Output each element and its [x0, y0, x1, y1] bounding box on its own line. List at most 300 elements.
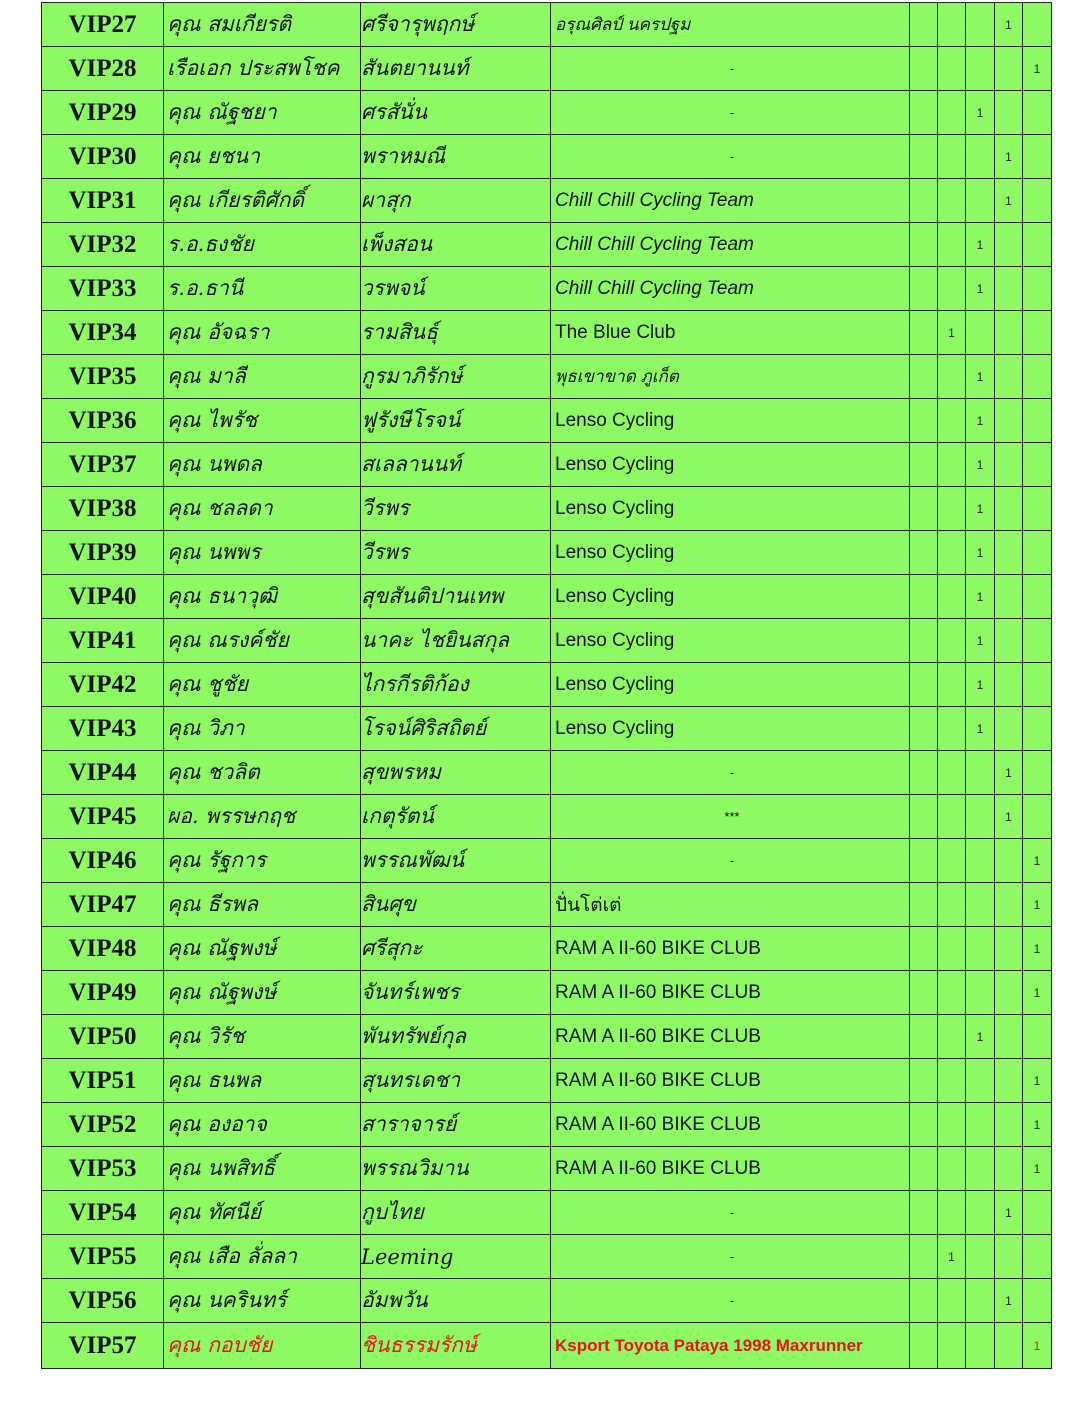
- mark-cell-5: [1023, 399, 1052, 443]
- mark-cell-5: 1: [1023, 1323, 1052, 1369]
- mark-cell-1: [910, 751, 938, 795]
- mark-cell-5: [1023, 487, 1052, 531]
- first-name-cell: คุณ วิรัช: [164, 1015, 361, 1059]
- vip-id-cell: VIP38: [42, 487, 164, 531]
- mark-cell-2: [938, 1103, 966, 1147]
- first-name-cell: คุณ ทัศนีย์: [164, 1191, 361, 1235]
- mark-cell-3: [966, 179, 995, 223]
- mark-cell-5: 1: [1023, 883, 1052, 927]
- mark-cell-3: [966, 751, 995, 795]
- vip-id-cell: VIP50: [42, 1015, 164, 1059]
- mark-cell-4: [995, 399, 1023, 443]
- surname-cell: พันทรัพย์กุล: [361, 1015, 551, 1059]
- mark-cell-3: 1: [966, 223, 995, 267]
- table-row: [42, 3, 1052, 47]
- mark-cell-3: [966, 971, 995, 1015]
- mark-cell-3: 1: [966, 91, 995, 135]
- mark-cell-1: [910, 531, 938, 575]
- surname-cell: จันทร์เพชร: [361, 971, 551, 1015]
- club-cell: RAM A II-60 BIKE CLUB: [551, 1147, 910, 1191]
- mark-cell-1: [910, 575, 938, 619]
- mark-cell-5: [1023, 707, 1052, 751]
- mark-cell-5: 1: [1023, 1147, 1052, 1191]
- first-name-cell: คุณ นพสิทธิ์: [164, 1147, 361, 1191]
- mark-cell-4: [995, 663, 1023, 707]
- mark-cell-2: [938, 575, 966, 619]
- mark-cell-4: [995, 707, 1023, 751]
- mark-cell-2: [938, 839, 966, 883]
- mark-cell-4: [995, 443, 1023, 487]
- first-name-cell: คุณ องอาจ: [164, 1103, 361, 1147]
- mark-cell-3: [966, 3, 995, 47]
- mark-cell-4: [995, 223, 1023, 267]
- club-cell: Lenso Cycling: [551, 399, 910, 443]
- mark-cell-2: [938, 223, 966, 267]
- table-row: [42, 135, 1052, 179]
- mark-cell-1: [910, 487, 938, 531]
- vip-id-cell: VIP33: [42, 267, 164, 311]
- mark-cell-4: [995, 355, 1023, 399]
- surname-cell: พราหมณี: [361, 135, 551, 179]
- mark-cell-4: [995, 47, 1023, 91]
- vip-id-cell: VIP57: [42, 1323, 164, 1369]
- mark-cell-2: [938, 487, 966, 531]
- mark-cell-1: [910, 1191, 938, 1235]
- table-row: [42, 663, 1052, 707]
- surname-cell: วรพจน์: [361, 267, 551, 311]
- vip-id-cell: VIP34: [42, 311, 164, 355]
- mark-cell-3: [966, 1191, 995, 1235]
- vip-id-cell: VIP35: [42, 355, 164, 399]
- vip-id-cell: VIP27: [42, 3, 164, 47]
- table-row: [42, 443, 1052, 487]
- vip-id-cell: VIP42: [42, 663, 164, 707]
- first-name-cell: คุณ สมเกียรติ: [164, 3, 361, 47]
- club-cell: -: [551, 1235, 910, 1279]
- mark-cell-1: [910, 971, 938, 1015]
- vip-id-cell: VIP46: [42, 839, 164, 883]
- table-row: [42, 487, 1052, 531]
- club-cell: Lenso Cycling: [551, 443, 910, 487]
- table-row: [42, 179, 1052, 223]
- table-row: [42, 575, 1052, 619]
- club-cell: -: [551, 751, 910, 795]
- mark-cell-1: [910, 47, 938, 91]
- mark-cell-2: [938, 531, 966, 575]
- mark-cell-5: [1023, 619, 1052, 663]
- surname-cell: อัมพวัน: [361, 1279, 551, 1323]
- mark-cell-4: [995, 619, 1023, 663]
- table-row: [42, 223, 1052, 267]
- table-body: [42, 3, 1052, 1369]
- first-name-cell: ร.อ.ธงชัย: [164, 223, 361, 267]
- club-cell: อรุณศิลป์ นครปฐม: [551, 3, 910, 47]
- club-cell: RAM A II-60 BIKE CLUB: [551, 927, 910, 971]
- mark-cell-3: [966, 883, 995, 927]
- mark-cell-5: [1023, 751, 1052, 795]
- vip-id-cell: VIP28: [42, 47, 164, 91]
- vip-id-cell: VIP41: [42, 619, 164, 663]
- surname-cell: สาราจารย์: [361, 1103, 551, 1147]
- mark-cell-2: [938, 971, 966, 1015]
- table-row: [42, 971, 1052, 1015]
- surname-cell: ผาสุก: [361, 179, 551, 223]
- mark-cell-2: [938, 927, 966, 971]
- mark-cell-4: [995, 1147, 1023, 1191]
- table-row: [42, 399, 1052, 443]
- mark-cell-4: 1: [995, 795, 1023, 839]
- mark-cell-4: [995, 971, 1023, 1015]
- table-row: [42, 311, 1052, 355]
- table-row: [42, 883, 1052, 927]
- mark-cell-5: 1: [1023, 1103, 1052, 1147]
- first-name-cell: คุณ มาลี: [164, 355, 361, 399]
- mark-cell-4: 1: [995, 1279, 1023, 1323]
- mark-cell-5: [1023, 3, 1052, 47]
- surname-cell: ไกรกีรติก้อง: [361, 663, 551, 707]
- table-row: [42, 707, 1052, 751]
- first-name-cell: ผอ. พรรษกฤช: [164, 795, 361, 839]
- mark-cell-2: [938, 399, 966, 443]
- mark-cell-1: [910, 399, 938, 443]
- surname-cell: ศรีสุกะ: [361, 927, 551, 971]
- mark-cell-5: [1023, 795, 1052, 839]
- mark-cell-1: [910, 1235, 938, 1279]
- club-cell: -: [551, 1279, 910, 1323]
- mark-cell-1: [910, 619, 938, 663]
- mark-cell-1: [910, 267, 938, 311]
- mark-cell-5: [1023, 1279, 1052, 1323]
- club-cell: Ksport Toyota Pataya 1998 Maxrunner: [551, 1323, 910, 1369]
- surname-cell: กูบไทย: [361, 1191, 551, 1235]
- mark-cell-3: [966, 1279, 995, 1323]
- club-cell: -: [551, 135, 910, 179]
- table-row: [42, 1103, 1052, 1147]
- surname-cell: เพ็งสอน: [361, 223, 551, 267]
- club-cell: Chill Chill Cycling Team: [551, 223, 910, 267]
- mark-cell-3: 1: [966, 663, 995, 707]
- mark-cell-5: 1: [1023, 971, 1052, 1015]
- mark-cell-2: [938, 619, 966, 663]
- vip-id-cell: VIP49: [42, 971, 164, 1015]
- mark-cell-1: [910, 223, 938, 267]
- mark-cell-5: [1023, 355, 1052, 399]
- table-row: [42, 795, 1052, 839]
- mark-cell-4: [995, 575, 1023, 619]
- mark-cell-3: 1: [966, 531, 995, 575]
- first-name-cell: คุณ กอบชัย: [164, 1323, 361, 1369]
- mark-cell-2: [938, 795, 966, 839]
- mark-cell-2: 1: [938, 1235, 966, 1279]
- mark-cell-3: [966, 1103, 995, 1147]
- first-name-cell: คุณ รัฐการ: [164, 839, 361, 883]
- club-cell: Chill Chill Cycling Team: [551, 179, 910, 223]
- mark-cell-3: 1: [966, 707, 995, 751]
- mark-cell-3: [966, 839, 995, 883]
- table-row: [42, 619, 1052, 663]
- mark-cell-2: [938, 47, 966, 91]
- first-name-cell: คุณ ณัฐพงษ์: [164, 971, 361, 1015]
- mark-cell-3: 1: [966, 267, 995, 311]
- surname-cell: พรรณวิมาน: [361, 1147, 551, 1191]
- first-name-cell: คุณ ชูชัย: [164, 663, 361, 707]
- first-name-cell: คุณ นครินทร์: [164, 1279, 361, 1323]
- mark-cell-4: [995, 839, 1023, 883]
- surname-cell: ฟูรังษีโรจน์: [361, 399, 551, 443]
- table-row: [42, 267, 1052, 311]
- mark-cell-2: [938, 1147, 966, 1191]
- mark-cell-2: 1: [938, 311, 966, 355]
- mark-cell-3: [966, 1147, 995, 1191]
- mark-cell-3: 1: [966, 355, 995, 399]
- first-name-cell: คุณ เกียรติศักดิ์: [164, 179, 361, 223]
- club-cell: RAM A II-60 BIKE CLUB: [551, 1015, 910, 1059]
- mark-cell-5: [1023, 1235, 1052, 1279]
- first-name-cell: คุณ วิภา: [164, 707, 361, 751]
- table-row: [42, 1147, 1052, 1191]
- mark-cell-2: [938, 135, 966, 179]
- mark-cell-2: [938, 179, 966, 223]
- mark-cell-2: [938, 1323, 966, 1369]
- club-cell: RAM A II-60 BIKE CLUB: [551, 1059, 910, 1103]
- club-cell: ปั่นโต่เต่: [551, 883, 910, 927]
- mark-cell-4: [995, 1323, 1023, 1369]
- table-row: [42, 355, 1052, 399]
- vip-id-cell: VIP40: [42, 575, 164, 619]
- mark-cell-4: 1: [995, 179, 1023, 223]
- mark-cell-4: [995, 267, 1023, 311]
- vip-id-cell: VIP39: [42, 531, 164, 575]
- mark-cell-1: [910, 1059, 938, 1103]
- mark-cell-3: [966, 795, 995, 839]
- club-cell: พุธเขาขาด ภูเก็ต: [551, 355, 910, 399]
- surname-cell: สุนทรเดชา: [361, 1059, 551, 1103]
- surname-cell: สุขพรหม: [361, 751, 551, 795]
- mark-cell-1: [910, 883, 938, 927]
- mark-cell-5: 1: [1023, 927, 1052, 971]
- first-name-cell: คุณ ธนพล: [164, 1059, 361, 1103]
- club-cell: Lenso Cycling: [551, 619, 910, 663]
- surname-cell: นาคะ ไชยินสกุล: [361, 619, 551, 663]
- mark-cell-2: [938, 707, 966, 751]
- mark-cell-3: 1: [966, 487, 995, 531]
- surname-cell: วีรพร: [361, 487, 551, 531]
- mark-cell-3: [966, 1235, 995, 1279]
- mark-cell-1: [910, 1103, 938, 1147]
- mark-cell-4: [995, 883, 1023, 927]
- surname-cell: Leeming: [361, 1235, 551, 1279]
- vip-id-cell: VIP43: [42, 707, 164, 751]
- mark-cell-5: [1023, 135, 1052, 179]
- mark-cell-5: 1: [1023, 1059, 1052, 1103]
- mark-cell-4: [995, 1103, 1023, 1147]
- club-cell: Lenso Cycling: [551, 531, 910, 575]
- table-row: [42, 1015, 1052, 1059]
- table-row: [42, 1279, 1052, 1323]
- vip-id-cell: VIP51: [42, 1059, 164, 1103]
- mark-cell-4: [995, 91, 1023, 135]
- mark-cell-5: [1023, 267, 1052, 311]
- mark-cell-5: [1023, 575, 1052, 619]
- club-cell: -: [551, 1191, 910, 1235]
- first-name-cell: คุณ ยชนา: [164, 135, 361, 179]
- club-cell: Lenso Cycling: [551, 487, 910, 531]
- mark-cell-1: [910, 135, 938, 179]
- mark-cell-3: [966, 1323, 995, 1369]
- mark-cell-5: [1023, 663, 1052, 707]
- club-cell: -: [551, 839, 910, 883]
- mark-cell-5: [1023, 91, 1052, 135]
- table-row: [42, 927, 1052, 971]
- vip-registration-table: [41, 2, 1052, 1369]
- vip-id-cell: VIP37: [42, 443, 164, 487]
- mark-cell-2: [938, 751, 966, 795]
- surname-cell: ชินธรรมรักษ์: [361, 1323, 551, 1369]
- mark-cell-1: [910, 179, 938, 223]
- table-row: [42, 1235, 1052, 1279]
- mark-cell-1: [910, 663, 938, 707]
- table-row: [42, 839, 1052, 883]
- vip-id-cell: VIP54: [42, 1191, 164, 1235]
- vip-id-cell: VIP53: [42, 1147, 164, 1191]
- mark-cell-4: [995, 487, 1023, 531]
- mark-cell-2: [938, 1279, 966, 1323]
- first-name-cell: คุณ นพพร: [164, 531, 361, 575]
- first-name-cell: คุณ ณัฐชยา: [164, 91, 361, 135]
- first-name-cell: คุณ นพดล: [164, 443, 361, 487]
- club-cell: -: [551, 91, 910, 135]
- club-cell: Lenso Cycling: [551, 575, 910, 619]
- first-name-cell: คุณ ไพรัช: [164, 399, 361, 443]
- mark-cell-4: 1: [995, 135, 1023, 179]
- vip-id-cell: VIP55: [42, 1235, 164, 1279]
- mark-cell-1: [910, 927, 938, 971]
- mark-cell-5: [1023, 443, 1052, 487]
- mark-cell-3: 1: [966, 399, 995, 443]
- mark-cell-5: 1: [1023, 47, 1052, 91]
- mark-cell-3: [966, 135, 995, 179]
- mark-cell-2: [938, 355, 966, 399]
- mark-cell-1: [910, 707, 938, 751]
- surname-cell: สินศุข: [361, 883, 551, 927]
- mark-cell-1: [910, 3, 938, 47]
- vip-id-cell: VIP44: [42, 751, 164, 795]
- mark-cell-2: [938, 443, 966, 487]
- first-name-cell: ร.อ.ธานี: [164, 267, 361, 311]
- mark-cell-1: [910, 1015, 938, 1059]
- vip-id-cell: VIP52: [42, 1103, 164, 1147]
- table-row: [42, 1323, 1052, 1369]
- surname-cell: ศรีจารุพฤกษ์: [361, 3, 551, 47]
- mark-cell-5: [1023, 223, 1052, 267]
- surname-cell: วีรพร: [361, 531, 551, 575]
- mark-cell-5: [1023, 1191, 1052, 1235]
- surname-cell: สันตยานนท์: [361, 47, 551, 91]
- club-cell: RAM A II-60 BIKE CLUB: [551, 971, 910, 1015]
- mark-cell-1: [910, 1279, 938, 1323]
- first-name-cell: คุณ ณรงค์ชัย: [164, 619, 361, 663]
- mark-cell-4: [995, 311, 1023, 355]
- mark-cell-3: [966, 1059, 995, 1103]
- mark-cell-2: [938, 267, 966, 311]
- mark-cell-3: 1: [966, 443, 995, 487]
- first-name-cell: คุณ ชลลดา: [164, 487, 361, 531]
- mark-cell-2: [938, 1191, 966, 1235]
- mark-cell-2: [938, 663, 966, 707]
- mark-cell-1: [910, 1147, 938, 1191]
- first-name-cell: คุณ อัจฉรา: [164, 311, 361, 355]
- mark-cell-1: [910, 91, 938, 135]
- mark-cell-5: [1023, 1015, 1052, 1059]
- club-cell: ***: [551, 795, 910, 839]
- surname-cell: ศรสันั่น: [361, 91, 551, 135]
- table-row: [42, 531, 1052, 575]
- surname-cell: สเลลานนท์: [361, 443, 551, 487]
- mark-cell-4: [995, 1015, 1023, 1059]
- mark-cell-5: [1023, 311, 1052, 355]
- surname-cell: เกตุรัตน์: [361, 795, 551, 839]
- mark-cell-4: [995, 927, 1023, 971]
- table-row: [42, 1059, 1052, 1103]
- club-cell: Lenso Cycling: [551, 663, 910, 707]
- club-cell: -: [551, 47, 910, 91]
- club-cell: RAM A II-60 BIKE CLUB: [551, 1103, 910, 1147]
- mark-cell-3: [966, 927, 995, 971]
- first-name-cell: คุณ ธนาวุฒิ: [164, 575, 361, 619]
- mark-cell-4: [995, 531, 1023, 575]
- mark-cell-2: [938, 91, 966, 135]
- vip-id-cell: VIP32: [42, 223, 164, 267]
- mark-cell-4: 1: [995, 1191, 1023, 1235]
- club-cell: Chill Chill Cycling Team: [551, 267, 910, 311]
- mark-cell-4: 1: [995, 3, 1023, 47]
- vip-id-cell: VIP31: [42, 179, 164, 223]
- table-row: [42, 47, 1052, 91]
- vip-id-cell: VIP30: [42, 135, 164, 179]
- vip-id-cell: VIP29: [42, 91, 164, 135]
- table-row: [42, 1191, 1052, 1235]
- mark-cell-1: [910, 1323, 938, 1369]
- mark-cell-3: 1: [966, 1015, 995, 1059]
- mark-cell-1: [910, 311, 938, 355]
- mark-cell-2: [938, 1015, 966, 1059]
- surname-cell: รามสินธุ์: [361, 311, 551, 355]
- mark-cell-3: 1: [966, 619, 995, 663]
- mark-cell-5: 1: [1023, 839, 1052, 883]
- first-name-cell: เรือเอก ประสพโชค: [164, 47, 361, 91]
- surname-cell: กูรมาภิรักษ์: [361, 355, 551, 399]
- surname-cell: พรรณพัฒน์: [361, 839, 551, 883]
- surname-cell: โรจน์ศิริสถิตย์: [361, 707, 551, 751]
- mark-cell-2: [938, 883, 966, 927]
- mark-cell-2: [938, 3, 966, 47]
- table-row: [42, 91, 1052, 135]
- mark-cell-4: [995, 1235, 1023, 1279]
- mark-cell-4: 1: [995, 751, 1023, 795]
- table-row: [42, 751, 1052, 795]
- surname-cell: สุขสันติปานเทพ: [361, 575, 551, 619]
- first-name-cell: คุณ ณัฐพงษ์: [164, 927, 361, 971]
- mark-cell-1: [910, 795, 938, 839]
- mark-cell-1: [910, 355, 938, 399]
- mark-cell-2: [938, 1059, 966, 1103]
- mark-cell-1: [910, 443, 938, 487]
- vip-id-cell: VIP36: [42, 399, 164, 443]
- first-name-cell: คุณ ชวลิต: [164, 751, 361, 795]
- vip-id-cell: VIP48: [42, 927, 164, 971]
- mark-cell-3: [966, 47, 995, 91]
- mark-cell-3: 1: [966, 575, 995, 619]
